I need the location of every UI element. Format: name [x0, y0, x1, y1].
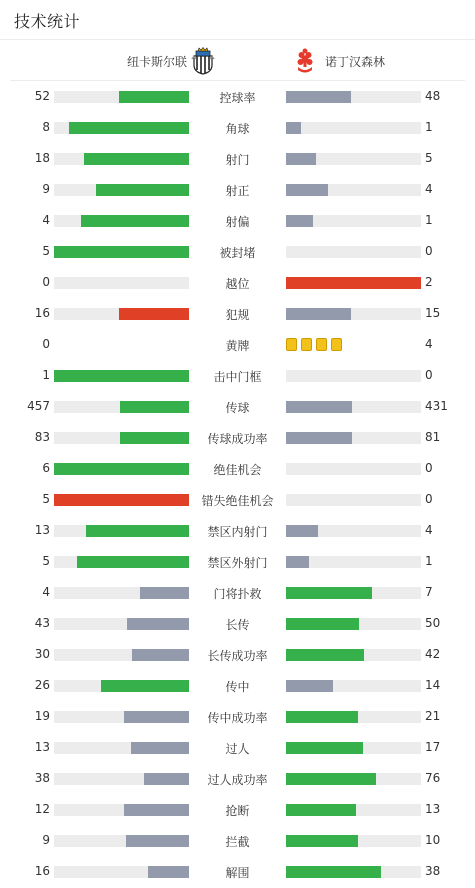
home-stat-bar-track	[54, 804, 189, 816]
away-stat-value: 1	[425, 554, 433, 568]
stat-row	[0, 329, 475, 360]
home-stat-bar-track	[54, 432, 189, 444]
home-stat-value: 16	[34, 306, 50, 320]
away-stat-bar-fill	[286, 711, 358, 723]
away-stat-bar-track	[286, 742, 421, 754]
away-stat-bar-track	[286, 432, 421, 444]
home-stat-bar-fill	[96, 184, 189, 196]
home-stat-bar-track	[54, 184, 189, 196]
stat-row	[0, 856, 475, 887]
stat-label: 抢断	[225, 804, 250, 818]
stat-label: 传中	[225, 680, 250, 694]
stat-row	[0, 422, 475, 453]
away-stat-bar-track	[286, 618, 421, 630]
stat-row	[0, 391, 475, 422]
stat-label: 禁区内射门	[207, 525, 268, 539]
home-stat-bar-fill	[144, 773, 189, 785]
home-stat-bar-track	[54, 525, 189, 537]
stat-label: 犯规	[225, 308, 250, 322]
home-stat-bar-track	[54, 618, 189, 630]
home-stat-bar-fill	[148, 866, 189, 878]
away-stat-value: 2	[425, 275, 433, 289]
away-stat-bar-fill	[286, 804, 356, 816]
home-stat-bar-fill	[84, 153, 189, 165]
stat-label: 角球	[225, 122, 250, 136]
away-stat-value: 21	[425, 709, 441, 723]
away-team[interactable]	[295, 47, 385, 75]
away-stat-bar-fill	[286, 432, 352, 444]
away-stat-value: 4	[425, 523, 433, 537]
page-title: 技术统计	[14, 12, 81, 31]
stat-row	[0, 577, 475, 608]
home-stat-value: 30	[34, 647, 50, 661]
home-team-name: 纽卡斯尔联	[126, 54, 187, 69]
away-stat-bar-track	[286, 649, 421, 661]
away-stat-bar-fill	[286, 556, 309, 568]
away-stat-value: 4	[425, 337, 433, 351]
teams-header	[10, 41, 465, 81]
stat-label: 被封堵	[219, 246, 256, 260]
yellow-card-icon	[331, 338, 342, 351]
stat-label: 射门	[225, 153, 250, 167]
home-stat-bar-fill	[120, 432, 189, 444]
away-stat-bar-fill	[286, 184, 328, 196]
home-stat-bar-track	[54, 91, 189, 103]
home-stat-bar-fill	[140, 587, 189, 599]
away-stat-bar-fill	[286, 649, 364, 661]
away-stat-bar-fill	[286, 308, 351, 320]
home-stat-value: 0	[42, 275, 50, 289]
stat-label: 拦截	[225, 835, 250, 849]
home-stat-bar-fill	[54, 463, 189, 475]
away-stat-bar-track	[286, 556, 421, 568]
away-stat-bar-fill	[286, 773, 376, 785]
home-stat-bar-track	[54, 556, 189, 568]
away-stat-value: 81	[425, 430, 441, 444]
home-stat-bar-track	[54, 463, 189, 475]
home-stat-bar-track	[54, 370, 189, 382]
home-stat-value: 9	[42, 182, 50, 196]
away-stat-value: 0	[425, 492, 433, 506]
stat-label: 解围	[225, 866, 250, 880]
away-stat-bar-fill	[286, 866, 381, 878]
stat-label: 错失绝佳机会	[201, 494, 274, 508]
stat-row	[0, 732, 475, 763]
away-stat-value: 0	[425, 368, 433, 382]
away-stat-value: 15	[425, 306, 441, 320]
stat-row	[0, 143, 475, 174]
newcastle-crest-icon	[191, 47, 215, 75]
home-stat-bar-fill	[81, 215, 189, 227]
stat-label: 传球	[225, 401, 250, 415]
stat-label: 控球率	[219, 91, 256, 105]
home-stat-bar-track	[54, 153, 189, 165]
home-stat-bar-track	[54, 649, 189, 661]
home-stat-bar-track	[54, 773, 189, 785]
home-stat-value: 5	[42, 554, 50, 568]
away-stat-bar-fill	[286, 525, 318, 537]
home-stat-value: 13	[34, 740, 50, 754]
stat-row	[0, 174, 475, 205]
away-stat-bar-track	[286, 308, 421, 320]
away-stat-value: 0	[425, 244, 433, 258]
home-stat-value: 4	[42, 213, 50, 227]
away-stat-value: 431	[425, 399, 448, 413]
stat-row	[0, 515, 475, 546]
home-stat-bar-fill	[101, 680, 189, 692]
home-stat-value: 19	[34, 709, 50, 723]
stats-list	[0, 81, 475, 887]
stat-row	[0, 81, 475, 112]
away-stat-bar-track	[286, 463, 421, 475]
home-stat-value: 83	[34, 430, 50, 444]
stat-row	[0, 701, 475, 732]
home-stat-bar-fill	[119, 308, 189, 320]
home-stat-value: 4	[42, 585, 50, 599]
stat-label: 黄牌	[225, 339, 250, 353]
stat-row	[0, 763, 475, 794]
away-stat-value: 48	[425, 89, 441, 103]
away-stat-value: 7	[425, 585, 433, 599]
home-stat-value: 26	[34, 678, 50, 692]
away-stat-value: 42	[425, 647, 441, 661]
away-stat-bar-fill	[286, 153, 316, 165]
away-yellow-cards	[286, 338, 346, 351]
stat-label: 长传	[225, 618, 250, 632]
home-stat-value: 16	[34, 864, 50, 878]
home-stat-value: 6	[42, 461, 50, 475]
home-stat-bar-fill	[119, 91, 189, 103]
away-stat-value: 76	[425, 771, 441, 785]
home-stat-value: 5	[42, 244, 50, 258]
home-stat-bar-track	[54, 587, 189, 599]
away-stat-bar-track	[286, 494, 421, 506]
stat-label: 长传成功率	[207, 649, 268, 663]
away-stat-bar-fill	[286, 91, 351, 103]
stat-label: 禁区外射门	[207, 556, 268, 570]
away-stat-bar-fill	[286, 122, 301, 134]
away-stat-bar-track	[286, 184, 421, 196]
stat-row	[0, 825, 475, 856]
home-stat-value: 52	[34, 89, 50, 103]
stat-row	[0, 546, 475, 577]
away-stat-bar-track	[286, 277, 421, 289]
home-stat-value: 1	[42, 368, 50, 382]
yellow-card-icon	[301, 338, 312, 351]
away-stat-bar-fill	[286, 618, 359, 630]
home-stat-value: 13	[34, 523, 50, 537]
home-stat-bar-track	[54, 866, 189, 878]
stat-label: 过人	[225, 742, 250, 756]
home-stat-value: 43	[34, 616, 50, 630]
home-stat-value: 18	[34, 151, 50, 165]
away-stat-bar-track	[286, 680, 421, 692]
away-stat-bar-fill	[286, 215, 313, 227]
away-stat-value: 1	[425, 120, 433, 134]
home-stat-bar-fill	[77, 556, 189, 568]
stat-row	[0, 298, 475, 329]
home-stat-value: 457	[27, 399, 50, 413]
home-stat-bar-fill	[54, 494, 189, 506]
stat-label: 过人成功率	[207, 773, 268, 787]
home-stat-bar-fill	[54, 370, 189, 382]
stat-row	[0, 205, 475, 236]
stat-label: 击中门框	[213, 370, 262, 384]
away-stat-bar-track	[286, 153, 421, 165]
away-stat-bar-track	[286, 773, 421, 785]
stat-label: 越位	[225, 277, 250, 291]
away-stat-value: 5	[425, 151, 433, 165]
stat-row	[0, 267, 475, 298]
home-stat-value: 38	[34, 771, 50, 785]
stat-row	[0, 608, 475, 639]
away-stat-value: 17	[425, 740, 441, 754]
away-stat-bar-track	[286, 587, 421, 599]
yellow-card-icon	[316, 338, 327, 351]
home-stat-value: 9	[42, 833, 50, 847]
home-stat-bar-fill	[127, 618, 189, 630]
home-stat-value: 8	[42, 120, 50, 134]
away-stat-bar-fill	[286, 587, 372, 599]
stat-label: 传中成功率	[207, 711, 268, 725]
away-stat-bar-track	[286, 711, 421, 723]
away-stat-value: 13	[425, 802, 441, 816]
away-stat-bar-fill	[286, 680, 333, 692]
header-bar	[0, 0, 475, 40]
nottingham-forest-crest-icon	[295, 47, 319, 75]
home-stat-bar-fill	[132, 649, 189, 661]
home-stat-bar-track	[54, 494, 189, 506]
away-stat-bar-track	[286, 866, 421, 878]
away-stat-bar-fill	[286, 401, 352, 413]
away-stat-bar-track	[286, 835, 421, 847]
away-stat-bar-track	[286, 804, 421, 816]
stat-label: 绝佳机会	[213, 463, 262, 477]
away-stat-value: 38	[425, 864, 441, 878]
home-stat-bar-track	[54, 246, 189, 258]
away-stat-value: 50	[425, 616, 441, 630]
home-team[interactable]	[127, 47, 215, 75]
away-stat-bar-fill	[286, 277, 421, 289]
home-stat-bar-fill	[86, 525, 189, 537]
home-stat-bar-track	[54, 308, 189, 320]
home-stat-value: 5	[42, 492, 50, 506]
home-stat-bar-track	[54, 277, 189, 289]
home-stat-value: 0	[42, 337, 50, 351]
away-stat-value: 0	[425, 461, 433, 475]
stat-label: 射正	[225, 184, 250, 198]
home-stat-bar-fill	[124, 711, 189, 723]
home-stat-bar-fill	[54, 246, 189, 258]
home-stat-bar-track	[54, 122, 189, 134]
stat-row	[0, 670, 475, 701]
away-stat-bar-fill	[286, 835, 358, 847]
away-stat-bar-track	[286, 525, 421, 537]
stat-row	[0, 484, 475, 515]
stat-row	[0, 112, 475, 143]
yellow-card-icon	[286, 338, 297, 351]
away-stat-value: 1	[425, 213, 433, 227]
away-stat-bar-track	[286, 401, 421, 413]
home-stat-bar-track	[54, 401, 189, 413]
away-stat-bar-track	[286, 246, 421, 258]
home-stat-value: 12	[34, 802, 50, 816]
home-stat-bar-track	[54, 835, 189, 847]
away-stat-value: 14	[425, 678, 441, 692]
away-stat-value: 4	[425, 182, 433, 196]
stat-row	[0, 360, 475, 391]
stat-label: 传球成功率	[207, 432, 268, 446]
stat-row	[0, 453, 475, 484]
away-stat-bar-fill	[286, 742, 363, 754]
away-team-name: 诺丁汉森林	[325, 54, 386, 69]
home-stat-bar-fill	[124, 804, 189, 816]
stat-row	[0, 236, 475, 267]
away-stat-value: 10	[425, 833, 441, 847]
home-stat-bar-fill	[69, 122, 189, 134]
stat-row	[0, 794, 475, 825]
home-stat-bar-track	[54, 680, 189, 692]
home-stat-bar-fill	[120, 401, 189, 413]
home-stat-bar-track	[54, 215, 189, 227]
stat-row	[0, 639, 475, 670]
home-stat-bar-fill	[126, 835, 189, 847]
away-stat-bar-track	[286, 370, 421, 382]
home-stat-bar-track	[54, 742, 189, 754]
home-stat-bar-fill	[131, 742, 189, 754]
stat-label: 射偏	[225, 215, 250, 229]
home-stat-bar-track	[54, 711, 189, 723]
away-stat-bar-track	[286, 91, 421, 103]
away-stat-bar-track	[286, 122, 421, 134]
stat-label: 门将扑救	[213, 587, 262, 601]
away-stat-bar-track	[286, 215, 421, 227]
